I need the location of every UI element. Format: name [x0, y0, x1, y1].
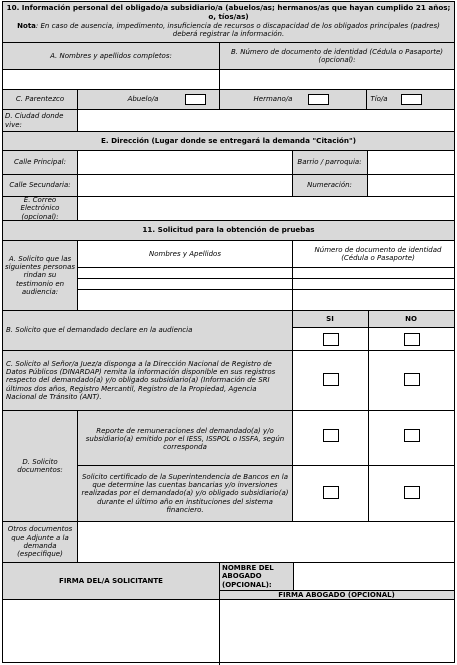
yes-header: SI	[326, 314, 334, 323]
no-header: NO	[405, 314, 417, 323]
sectionE-title: E. Dirección (Lugar donde se entregará la demanda "Citación")	[100, 135, 357, 145]
dinardap-no-checkbox[interactable]	[404, 373, 420, 386]
documents-label: D. Solicito documentos:	[17, 457, 63, 474]
applicant-signature-label: FIRMA DEL/A SOLICITANTE	[59, 576, 163, 585]
lawyer-signature-label: FIRMA ABOGADO (OPCIONAL)	[278, 591, 395, 600]
id-label: B. Número de documento de identidad (Cédula o Pasaporte) (opcional):	[230, 47, 444, 64]
uncle-checkbox[interactable]	[401, 94, 422, 105]
doc2-yes-checkbox[interactable]	[323, 486, 339, 499]
doc2-no-checkbox[interactable]	[404, 486, 420, 499]
city-label: D. Ciudad donde vive:	[5, 112, 64, 129]
secondary-street-field[interactable]	[78, 175, 291, 196]
names-label: A. Nombres y apellidos completos:	[50, 51, 172, 60]
witness-row-1[interactable]	[78, 268, 453, 278]
sibling-label: Hermano/a	[253, 95, 293, 104]
main-street-field[interactable]	[78, 151, 291, 174]
doc1-no-checkbox[interactable]	[404, 429, 420, 442]
id-field[interactable]	[220, 70, 453, 89]
secondary-street-label: Calle Secundaria:	[9, 181, 71, 190]
section10-title: 10. Información personal del obligado/a subsidiario/a (abuelos/as; hermanos/as que hayan cumplido 21 años; o, tíos/as)	[6, 3, 451, 21]
lawyer-signature-area[interactable]	[220, 600, 453, 662]
witness-row-3[interactable]	[78, 290, 453, 310]
neighborhood-field[interactable]	[368, 151, 453, 174]
applicant-signature-area[interactable]	[4, 600, 218, 662]
email-field[interactable]	[78, 197, 453, 220]
dinardap-yes-checkbox[interactable]	[323, 373, 339, 386]
grandparent-label: Abuelo/a	[127, 95, 159, 104]
doc2-label: Solicito certificado de la Superintendencia de Bancos en la que determine las cuentas bancarias y/o inversiones realizadas por el demandado(a) y/o obligado subsidiario(a) durante el último año en instituciones del sistema financiero.	[81, 472, 289, 514]
grandparent-checkbox[interactable]	[185, 94, 206, 105]
section10-note: Nota: En caso de ausencia, impedimento, insuficiencia de recursos o discapacidad de los obligados principales (padres) deberá registrar la información.	[17, 22, 440, 39]
declare-label: B. Solicito que el demandado declare en la audiencia	[6, 326, 193, 335]
kinship-label: C. Parentezco	[15, 95, 65, 104]
number-field[interactable]	[368, 175, 453, 196]
witness-row-2[interactable]	[78, 279, 453, 289]
witness-id-header: Número de documento de identidad (Cédula o Pasaporte)	[314, 245, 442, 262]
form-sheet	[2, 1, 455, 663]
uncle-label: Tío/a	[370, 95, 388, 104]
email-label: E. Correo Electrónico (opcional):	[20, 196, 60, 221]
names-field[interactable]	[4, 70, 218, 89]
sibling-checkbox[interactable]	[308, 94, 329, 105]
number-label: Numeración:	[307, 181, 352, 190]
doc1-yes-checkbox[interactable]	[323, 429, 339, 442]
lawyer-name-field[interactable]	[294, 563, 453, 590]
dinardap-label: C. Solicito al Señor/a Juez/a disponga a la Dirección Nacional de Registro de Datos Públicos (DINARDAP) remita la información disponible en sus registros respecto del demandado(a) y/o obligado subsidiario(a) (Información de SRI últimos dos años, Registro Mercantil, Registro de la Propiedad, Agencia Nacional de Tránsito (ANT).	[6, 359, 276, 401]
main-street-label: Calle Principal:	[14, 158, 66, 167]
other-docs-label: Otros documentos que Adjunte a la demanda (especifique)	[7, 525, 73, 559]
other-docs-field[interactable]	[78, 522, 453, 562]
city-field[interactable]	[78, 110, 453, 131]
lawyer-name-label: NOMBRE DEL ABOGADO (OPCIONAL):	[222, 563, 274, 589]
declare-no-checkbox[interactable]	[404, 333, 420, 346]
section11-title: 11. Solicitud para la obtención de pruebas	[142, 225, 315, 235]
witness-label: A. Solicito que las siguientes personas rindan su testimonio en audiencia:	[5, 254, 76, 296]
witness-names-header: Nombres y Apellidos	[149, 249, 221, 258]
doc1-label: Reporte de remuneraciones del demandado(a) y/o subsidiario(a) emitido por el IESS, ISSPOL o ISSFA, según corresponda	[85, 426, 285, 452]
neighborhood-label: Barrio / parroquia:	[297, 158, 362, 167]
declare-yes-checkbox[interactable]	[323, 333, 339, 346]
